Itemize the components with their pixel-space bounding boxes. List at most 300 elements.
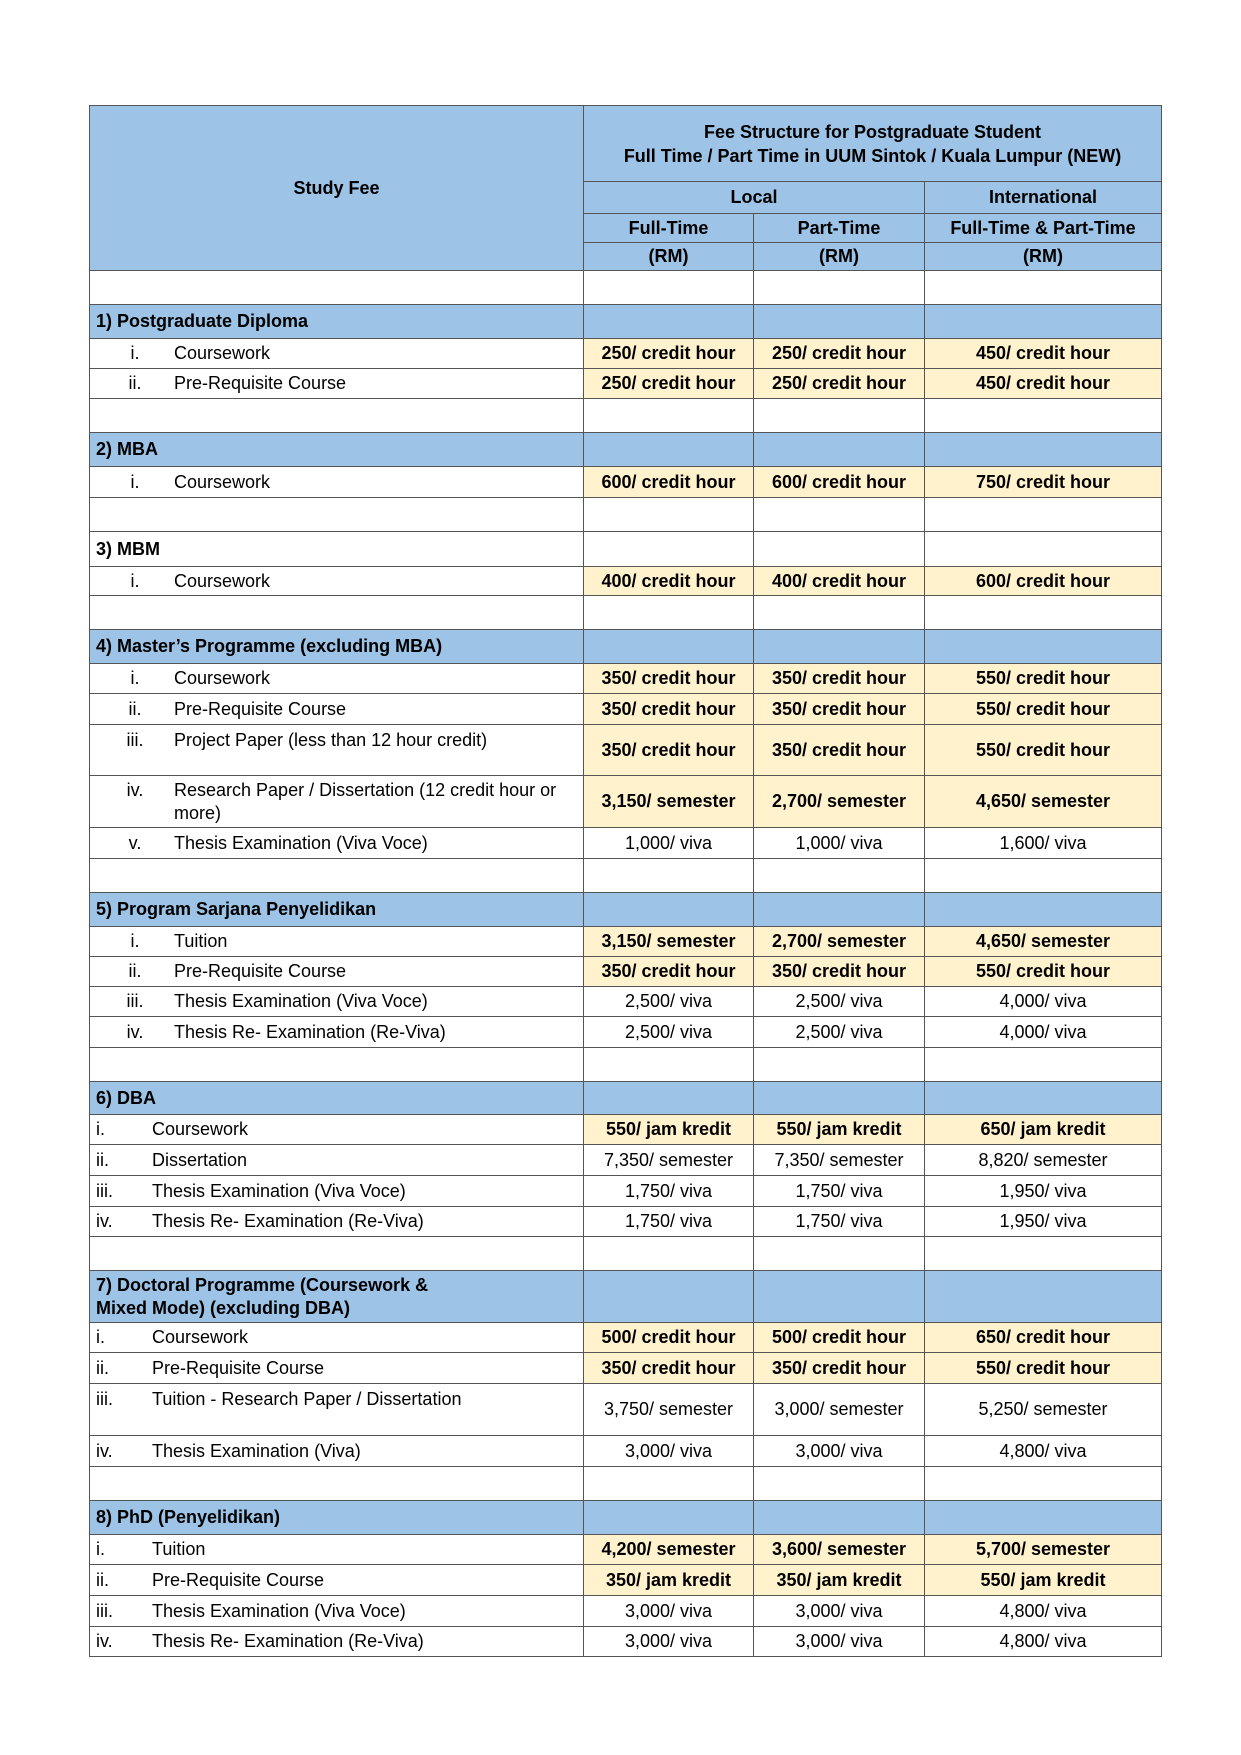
empty-cell xyxy=(754,305,925,339)
fee-value-ft xyxy=(584,957,754,987)
section-header-row xyxy=(90,630,1162,664)
section-title xyxy=(90,305,584,339)
fee-value-intl xyxy=(925,1323,1162,1353)
empty-cell xyxy=(584,859,754,893)
item-wrap xyxy=(96,1538,577,1561)
section-title xyxy=(90,1082,584,1115)
fee-value-pt xyxy=(754,957,925,987)
item-label: Coursework xyxy=(174,471,271,492)
section-title xyxy=(90,433,584,467)
fee-value-intl xyxy=(925,725,1162,776)
empty-cell xyxy=(925,1501,1162,1535)
fee-value-text: 8,820/ semester xyxy=(978,1149,1108,1170)
full-time-label: Full-Time xyxy=(628,217,709,238)
empty-cell xyxy=(584,271,754,305)
item-cell xyxy=(90,1596,584,1627)
fee-value-text: 4,800/ viva xyxy=(999,1631,1087,1651)
fee-value-ft xyxy=(584,694,754,725)
fee-value-ft xyxy=(584,567,754,596)
fee-value-text: 550/ jam kredit xyxy=(980,1569,1106,1590)
fee-value-pt xyxy=(754,776,925,828)
table-row xyxy=(90,1627,1162,1657)
empty-cell xyxy=(925,433,1162,467)
currency-ft xyxy=(584,243,754,271)
item-number: i. xyxy=(96,1119,105,1139)
fee-value-intl xyxy=(925,694,1162,725)
ft-pt-header xyxy=(925,214,1162,243)
item-label: Thesis Re- Examination (Re-Viva) xyxy=(152,1631,424,1651)
fee-value-pt xyxy=(754,1436,925,1467)
item-number: iii. xyxy=(126,991,144,1011)
spacer-row xyxy=(90,399,1162,433)
section-title xyxy=(90,532,584,567)
empty-cell xyxy=(754,271,925,305)
local-header xyxy=(584,182,925,214)
fee-value-intl xyxy=(925,1207,1162,1237)
fee-value-intl xyxy=(925,1353,1162,1384)
fee-value-pt xyxy=(754,1565,925,1596)
item-cell xyxy=(90,828,584,859)
item-wrap xyxy=(96,1149,577,1172)
fee-value-text: 1,600/ viva xyxy=(999,832,1087,853)
item-wrap xyxy=(96,1180,577,1203)
table-row xyxy=(90,927,1162,957)
fee-value-text: 450/ credit hour xyxy=(975,373,1111,393)
fee-value-pt xyxy=(754,987,925,1017)
fee-value-text: 350/ credit hour xyxy=(601,668,736,688)
fee-value-text: 550/ credit hour xyxy=(975,961,1111,981)
item-number: ii. xyxy=(96,1569,109,1590)
fee-value-intl xyxy=(925,1565,1162,1596)
item-label: Coursework xyxy=(174,668,271,688)
international-header xyxy=(925,182,1162,214)
item-label: Coursework xyxy=(152,1119,249,1139)
fee-value-text: 550/ jam kredit xyxy=(605,1119,732,1139)
fee-value-text: 250/ credit hour xyxy=(601,373,736,393)
empty-cell xyxy=(754,859,925,893)
item-number: v. xyxy=(128,832,142,853)
item-number: iv. xyxy=(96,1211,113,1231)
item-cell xyxy=(90,1207,584,1237)
fee-value-pt xyxy=(754,1627,925,1657)
fee-value-text: 4,000/ viva xyxy=(999,1021,1087,1042)
empty-cell xyxy=(584,532,754,567)
fee-value-pt xyxy=(754,1145,925,1176)
fee-value-text: 500/ credit hour xyxy=(601,1327,736,1347)
item-cell xyxy=(90,1627,584,1657)
fee-value-pt xyxy=(754,339,925,369)
item-number: ii. xyxy=(128,373,142,393)
table-row xyxy=(90,664,1162,694)
item-number: iii. xyxy=(126,730,144,750)
item-label: Pre-Requisite Course xyxy=(174,698,347,719)
table-row xyxy=(90,1323,1162,1353)
fee-value-intl xyxy=(925,776,1162,828)
fee-value-ft xyxy=(584,467,754,498)
fee-value-text: 4,800/ viva xyxy=(999,1440,1087,1461)
empty-cell xyxy=(754,1467,925,1501)
fee-value-intl xyxy=(925,339,1162,369)
item-wrap xyxy=(96,1569,577,1592)
empty-cell xyxy=(754,1082,925,1115)
fee-value-pt xyxy=(754,467,925,498)
section-title xyxy=(90,630,584,664)
fee-value-text: 2,500/ viva xyxy=(624,991,713,1011)
table-row xyxy=(90,828,1162,859)
table-row xyxy=(90,567,1162,596)
table-row xyxy=(90,1207,1162,1237)
rm-label: (RM) xyxy=(648,246,689,266)
fee-value-pt xyxy=(754,828,925,859)
item-number: ii. xyxy=(128,961,142,981)
item-cell xyxy=(90,1017,584,1048)
empty-cell xyxy=(925,305,1162,339)
fee-value-text: 500/ credit hour xyxy=(771,1327,907,1347)
empty-cell xyxy=(754,630,925,664)
table-row xyxy=(90,776,1162,828)
empty-cell xyxy=(925,532,1162,567)
item-wrap xyxy=(96,960,577,983)
study-fee-header xyxy=(90,106,584,271)
item-cell xyxy=(90,957,584,987)
item-number: iii. xyxy=(96,1600,113,1621)
empty-cell xyxy=(584,893,754,927)
fee-value-text: 2,700/ semester xyxy=(771,791,907,811)
table-row xyxy=(90,1596,1162,1627)
empty-cell xyxy=(584,1271,754,1323)
item-cell xyxy=(90,1323,584,1353)
fee-value-pt xyxy=(754,1535,925,1565)
empty-cell xyxy=(90,1467,584,1501)
fee-value-pt xyxy=(754,694,925,725)
fee-value-intl xyxy=(925,467,1162,498)
fee-value-text: 1,950/ viva xyxy=(999,1211,1087,1231)
table-row xyxy=(90,369,1162,399)
spacer-row xyxy=(90,596,1162,630)
item-wrap xyxy=(96,1384,577,1411)
item-cell xyxy=(90,987,584,1017)
fee-value-pt xyxy=(754,664,925,694)
fee-value-text: 350/ credit hour xyxy=(601,739,736,760)
item-wrap xyxy=(96,1021,577,1044)
item-wrap xyxy=(96,471,577,494)
empty-cell xyxy=(90,498,584,532)
fee-value-ft xyxy=(584,1436,754,1467)
fee-value-ft xyxy=(584,1017,754,1048)
spacer-row xyxy=(90,498,1162,532)
fee-value-text: 3,000/ viva xyxy=(624,1631,713,1651)
item-number: iv. xyxy=(126,1021,144,1042)
fee-value-text: 600/ credit hour xyxy=(771,471,907,492)
table-row xyxy=(90,467,1162,498)
fee-value-text: 1,950/ viva xyxy=(999,1180,1087,1201)
spacer-row xyxy=(90,271,1162,305)
item-wrap xyxy=(96,698,577,721)
item-cell xyxy=(90,339,584,369)
item-number: ii. xyxy=(96,1357,109,1378)
item-cell xyxy=(90,467,584,498)
fee-value-text: 550/ credit hour xyxy=(975,739,1111,760)
fee-value-ft xyxy=(584,1145,754,1176)
fee-value-text: 550/ credit hour xyxy=(975,698,1111,719)
empty-cell xyxy=(90,1048,584,1082)
section-title xyxy=(90,1271,584,1323)
currency-pt xyxy=(754,243,925,271)
rm-label: (RM) xyxy=(819,246,859,266)
table-row xyxy=(90,1565,1162,1596)
fee-value-intl xyxy=(925,1535,1162,1565)
part-time-header xyxy=(754,214,925,243)
item-number: ii. xyxy=(128,698,142,719)
fee-value-text: 350/ credit hour xyxy=(601,1357,736,1378)
item-wrap xyxy=(96,930,577,953)
fee-value-intl xyxy=(925,1115,1162,1145)
item-wrap xyxy=(96,372,577,395)
fee-value-text: 650/ credit hour xyxy=(975,1327,1111,1347)
fee-value-text: 5,700/ semester xyxy=(975,1539,1111,1559)
fee-value-text: 350/ jam kredit xyxy=(776,1569,902,1590)
item-label: Coursework xyxy=(174,343,271,363)
item-label: Coursework xyxy=(152,1327,249,1347)
item-number: iv. xyxy=(126,779,144,800)
item-wrap xyxy=(96,725,577,752)
empty-cell xyxy=(584,305,754,339)
item-cell xyxy=(90,1436,584,1467)
fee-value-text: 250/ credit hour xyxy=(771,343,907,363)
fee-value-text: 350/ credit hour xyxy=(771,668,907,688)
fee-value-text: 5,250/ semester xyxy=(978,1399,1108,1419)
empty-cell xyxy=(90,1237,584,1271)
fee-value-text: 3,000/ viva xyxy=(795,1440,883,1461)
fee-value-text: 2,500/ viva xyxy=(795,991,883,1011)
item-label: Project Paper (less than 12 hour credit) xyxy=(174,730,488,750)
item-label: Pre-Requisite Course xyxy=(174,961,347,981)
fee-value-text: 1,750/ viva xyxy=(624,1180,713,1201)
fee-value-text: 4,650/ semester xyxy=(975,931,1111,951)
item-cell xyxy=(90,1384,584,1436)
fee-value-text: 1,000/ viva xyxy=(624,832,713,853)
item-wrap xyxy=(96,667,577,690)
item-label: Pre-Requisite Course xyxy=(152,1569,325,1590)
item-label: Thesis Re- Examination (Re-Viva) xyxy=(152,1211,424,1231)
fee-value-ft xyxy=(584,1627,754,1657)
fee-value-ft xyxy=(584,664,754,694)
empty-cell xyxy=(925,1237,1162,1271)
fee-value-intl xyxy=(925,927,1162,957)
empty-cell xyxy=(754,596,925,630)
fee-value-text: 350/ credit hour xyxy=(601,961,736,981)
item-cell xyxy=(90,1176,584,1207)
item-label: Thesis Examination (Viva Voce) xyxy=(174,991,428,1011)
empty-cell xyxy=(754,1501,925,1535)
item-cell xyxy=(90,776,584,828)
section-title-text: 5) Program Sarjana Penyelidikan xyxy=(96,899,377,919)
item-number: i. xyxy=(130,343,140,363)
fee-value-intl xyxy=(925,567,1162,596)
fee-value-pt xyxy=(754,1384,925,1436)
item-wrap xyxy=(96,779,577,825)
section-header-row xyxy=(90,305,1162,339)
table-row xyxy=(90,694,1162,725)
item-number: i. xyxy=(130,931,140,951)
item-cell xyxy=(90,1565,584,1596)
item-number: iv. xyxy=(96,1440,113,1461)
item-label: Tuition xyxy=(174,931,228,951)
section-title-line-1: 7) Doctoral Programme (Coursework & xyxy=(96,1274,429,1295)
fee-value-text: 550/ credit hour xyxy=(975,668,1111,688)
fee-structure-table xyxy=(89,105,1162,1657)
fee-value-pt xyxy=(754,1323,925,1353)
empty-cell xyxy=(925,1467,1162,1501)
empty-cell xyxy=(584,1048,754,1082)
fee-value-text: 350/ jam kredit xyxy=(605,1569,732,1590)
fee-value-text: 350/ credit hour xyxy=(771,739,907,760)
fee-value-text: 750/ credit hour xyxy=(975,471,1111,492)
fee-value-pt xyxy=(754,369,925,399)
fee-value-text: 3,000/ viva xyxy=(624,1600,713,1621)
item-number: iii. xyxy=(96,1389,113,1409)
empty-cell xyxy=(754,498,925,532)
fee-value-ft xyxy=(584,369,754,399)
item-label: Coursework xyxy=(174,570,271,591)
fee-value-intl xyxy=(925,1145,1162,1176)
item-number: iii. xyxy=(96,1180,113,1201)
empty-cell xyxy=(584,1082,754,1115)
fee-value-ft xyxy=(584,987,754,1017)
fee-value-pt xyxy=(754,725,925,776)
table-row xyxy=(90,339,1162,369)
empty-cell xyxy=(584,1501,754,1535)
fee-value-text: 3,150/ semester xyxy=(601,791,736,811)
item-label: Research Paper / Dissertation (12 credit hour or more) xyxy=(174,779,557,823)
fee-value-ft xyxy=(584,1596,754,1627)
empty-cell xyxy=(925,630,1162,664)
item-wrap xyxy=(96,342,577,365)
fee-value-ft xyxy=(584,1384,754,1436)
fee-value-ft xyxy=(584,1565,754,1596)
fee-value-ft xyxy=(584,1323,754,1353)
fee-value-ft xyxy=(584,339,754,369)
fee-value-intl xyxy=(925,828,1162,859)
section-title-text: 6) DBA xyxy=(96,1087,157,1108)
fee-value-text: 4,000/ viva xyxy=(999,991,1087,1011)
empty-cell xyxy=(925,498,1162,532)
item-label: Dissertation xyxy=(152,1149,248,1170)
fee-value-intl xyxy=(925,987,1162,1017)
full-time-header xyxy=(584,214,754,243)
fee-structure-title xyxy=(584,106,1162,182)
section-header-row xyxy=(90,1082,1162,1115)
empty-cell xyxy=(90,399,584,433)
fee-value-text: 1,750/ viva xyxy=(795,1211,883,1231)
item-cell xyxy=(90,1535,584,1565)
item-cell xyxy=(90,1115,584,1145)
fee-value-pt xyxy=(754,1596,925,1627)
item-label: Thesis Examination (Viva Voce) xyxy=(152,1180,406,1201)
empty-cell xyxy=(754,399,925,433)
table-row xyxy=(90,1436,1162,1467)
item-wrap xyxy=(96,1326,577,1349)
empty-cell xyxy=(754,1271,925,1323)
fee-value-text: 1,750/ viva xyxy=(624,1211,713,1231)
item-label: Thesis Re- Examination (Re-Viva) xyxy=(174,1021,446,1042)
section-header-row xyxy=(90,1501,1162,1535)
fee-value-text: 2,500/ viva xyxy=(795,1021,883,1042)
fee-value-ft xyxy=(584,927,754,957)
fee-value-text: 7,350/ semester xyxy=(603,1149,734,1170)
rm-label: (RM) xyxy=(1023,246,1063,266)
empty-cell xyxy=(754,893,925,927)
fee-value-text: 3,750/ semester xyxy=(603,1399,734,1419)
item-cell xyxy=(90,694,584,725)
fee-value-intl xyxy=(925,664,1162,694)
item-number: i. xyxy=(130,471,140,492)
fee-value-text: 350/ credit hour xyxy=(601,698,736,719)
fee-value-intl xyxy=(925,1627,1162,1657)
fee-value-ft xyxy=(584,1207,754,1237)
fee-value-intl xyxy=(925,1596,1162,1627)
empty-cell xyxy=(584,399,754,433)
fee-value-ft xyxy=(584,1115,754,1145)
section-header-row xyxy=(90,1271,1162,1323)
item-wrap xyxy=(96,1600,577,1623)
fee-value-text: 4,800/ viva xyxy=(999,1600,1087,1621)
item-number: i. xyxy=(96,1327,105,1347)
fee-value-intl xyxy=(925,1017,1162,1048)
fee-value-text: 3,600/ semester xyxy=(771,1539,907,1559)
section-header-row xyxy=(90,433,1162,467)
fee-value-pt xyxy=(754,927,925,957)
item-label: Pre-Requisite Course xyxy=(174,373,347,393)
fee-value-text: 2,700/ semester xyxy=(771,931,907,951)
empty-cell xyxy=(90,271,584,305)
item-label: Pre-Requisite Course xyxy=(152,1357,325,1378)
fee-value-text: 250/ credit hour xyxy=(771,373,907,393)
fee-value-text: 4,200/ semester xyxy=(601,1539,736,1559)
section-header-row xyxy=(90,532,1162,567)
section-title-text: 8) PhD (Penyelidikan) xyxy=(96,1507,281,1527)
fee-value-intl xyxy=(925,1384,1162,1436)
fee-value-text: 1,000/ viva xyxy=(795,832,883,853)
item-number: ii. xyxy=(96,1149,109,1170)
table-row xyxy=(90,725,1162,776)
empty-cell xyxy=(925,271,1162,305)
table-row xyxy=(90,1145,1162,1176)
item-wrap xyxy=(96,832,577,855)
item-cell xyxy=(90,927,584,957)
fee-value-text: 3,000/ viva xyxy=(795,1600,883,1621)
item-wrap xyxy=(96,570,577,593)
fee-value-text: 550/ credit hour xyxy=(975,1357,1111,1378)
item-cell xyxy=(90,1353,584,1384)
fee-value-pt xyxy=(754,1176,925,1207)
item-number: i. xyxy=(130,570,140,591)
fee-value-pt xyxy=(754,567,925,596)
fee-value-text: 3,000/ viva xyxy=(795,1631,883,1651)
section-title-text: 4) Master’s Programme (excluding MBA) xyxy=(96,636,443,656)
empty-cell xyxy=(754,1048,925,1082)
part-time-label: Part-Time xyxy=(797,217,881,238)
table-row xyxy=(90,1535,1162,1565)
item-number: i. xyxy=(130,668,140,688)
fee-value-ft xyxy=(584,1535,754,1565)
item-cell xyxy=(90,567,584,596)
fee-value-pt xyxy=(754,1353,925,1384)
empty-cell xyxy=(925,1082,1162,1115)
fee-value-pt xyxy=(754,1115,925,1145)
fee-value-intl xyxy=(925,1176,1162,1207)
fee-value-text: 250/ credit hour xyxy=(601,343,736,363)
